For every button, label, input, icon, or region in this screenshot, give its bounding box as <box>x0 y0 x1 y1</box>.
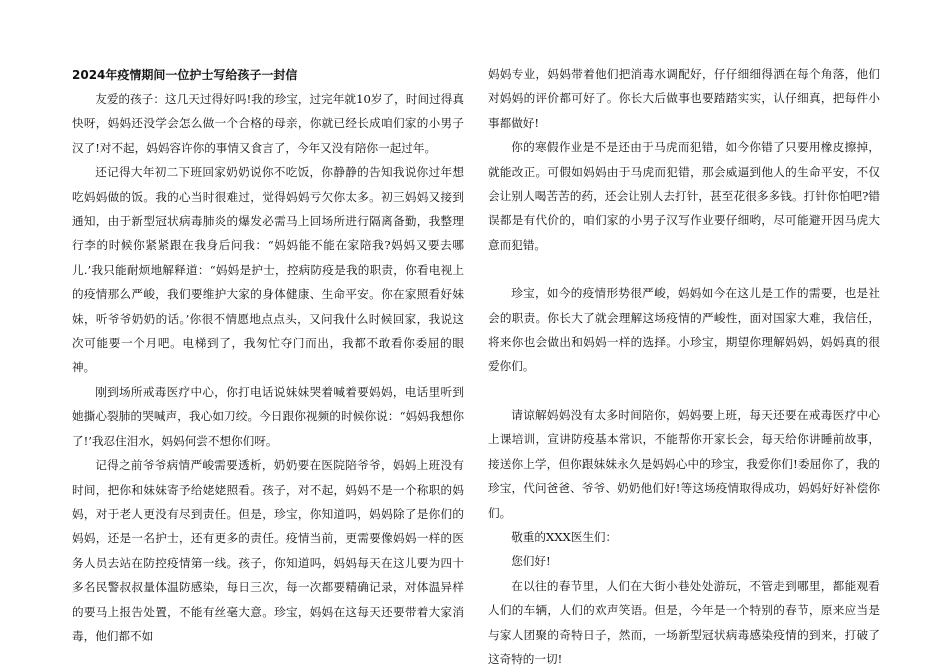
paragraph: 你的寒假作业是不是还由于马虎而犯错，如今你错了只要用橡皮擦掉，就能改正。可假如妈妈由于马虎而犯错，那会威逼到他人的生命平安，不仅会让别人喝苦苦的药，还会让别人去打针，甚至花很多多钱。打针你怕吧?错误都是有代价的，咱们家的小男子汉写作业要仔细哟，尽可能避开因马虎大意而犯错。 <box>488 140 880 252</box>
greeting: 您们好! <box>511 554 551 569</box>
salutation: 敬重的XXX医生们： <box>511 529 618 544</box>
paragraph: 还记得大年初二下班回家奶奶说你不吃饭，你静静的告知我说你过年想吃妈妈做的饭。我的心当时很难过，觉得妈妈亏欠你太多。初三妈妈又接到通知，由于新型冠状病毒肺炎的爆发必需马上回场所进行隔离备勤，我整理行李的时候你紧紧跟在我身后问我：“妈妈能不能在家陪我?妈妈又要去哪儿.’我只能耐烦地解释道：“妈妈是护士，控病防疫是我的职责，你看电视上的疫情那么严峻，我们要维护大家的身体健康、生命平安。你在家照看好妹妹，听爷爷奶奶的话。’你很不情愿地点点头，又问我什么时候回家，我说这次可能要一个月吧。电梯到了，我匆忙夺门而出，我都不敢看你委屈的眼神。 <box>72 165 464 375</box>
paragraph: 珍宝，如今的疫情形势很严峻，妈妈如今在这儿是工作的需要，也是社会的职责。你长大了就会理解这场疫情的严峻性，面对国家大难，我信任，将来你也会做出和妈妈一样的选择。小珍宝，期望你理解妈妈，妈妈真的很爱你们。 <box>488 286 880 374</box>
paragraph: 在以往的春节里，人们在大街小巷处处游玩，不管走到哪里，都能观看人们的车辆，人们的欢声笑语。但是，今年是一个特别的春节，原来应当是与家人团聚的奇特日子，然而，一场新型冠状病毒感染疫情的到来，打破了这奇特的一切! <box>488 578 880 666</box>
paragraph: 妈妈专业，妈妈带着他们把消毒水调配好，仔仔细细得洒在每个角落，他们对妈妈的评价都可好了。你长大后做事也要踏踏实实，认仔细真，把每件小事都做好! <box>488 67 880 130</box>
paragraph-gap <box>488 257 880 281</box>
paragraph-gap <box>488 379 880 403</box>
left-column <box>72 63 464 648</box>
paragraph: 友爱的孩子：这几天过得好吗!我的珍宝，过完年就10岁了，时间过得真快呀，妈妈还没学会怎么做一个合格的母亲，你就已经长成咱们家的小男子汉了!对不起，妈妈容许你的事情又食言了，今年又没有陪你一起过年。 <box>72 92 464 155</box>
paragraph: 记得之前爷爷病情严峻需要透析，奶奶要在医院陪爷爷，妈妈上班没有时间，把你和妹妹寄予给姥姥照看。孩子，对不起，妈妈不是一个称职的妈妈，对于老人更没有尽到责任。但是，珍宝，你知道吗，妈妈除了是你们的妈妈，还是一名护士，还有更多的责任。疫情当前，更需要像妈妈一样的医务人员去站在防控疫情第一线。孩子，你知道吗，妈妈每天在这儿要为四十多名民警叔叔量体温防感染，每日三次，每一次都要精确记录，对体温异样的要马上报告处置，不能有丝毫大意。珍宝，妈妈在这每天还要带着大家消毒，他们都不如 <box>72 458 464 643</box>
right-column <box>488 62 880 671</box>
paragraph: 刚到场所戒毒医疗中心，你打电话说妹妹哭着喊着要妈妈，电话里听到她撕心裂肺的哭喊声，我心如刀绞。今日跟你视频的时候你说：“妈妈我想你了!’我忍住泪水，妈妈何尝不想你们呀。 <box>72 384 464 448</box>
paragraph: 请谅解妈妈没有太多时间陪你，妈妈要上班，每天还要在戒毒医疗中心上课培训，宣讲防疫基本常识，不能帮你开家长会，每天给你讲睡前故事，接送你上学，但你跟妹妹永久是妈妈心中的珍宝，我爱你们!委屈你了，我的珍宝，代问爸爸、爷爷、奶奶他们好!等这场疫情取得成功，妈妈好好补偿你们。 <box>488 407 880 520</box>
document-title: 2024年疫情期间一位护士写给孩子一封信 <box>72 68 298 82</box>
